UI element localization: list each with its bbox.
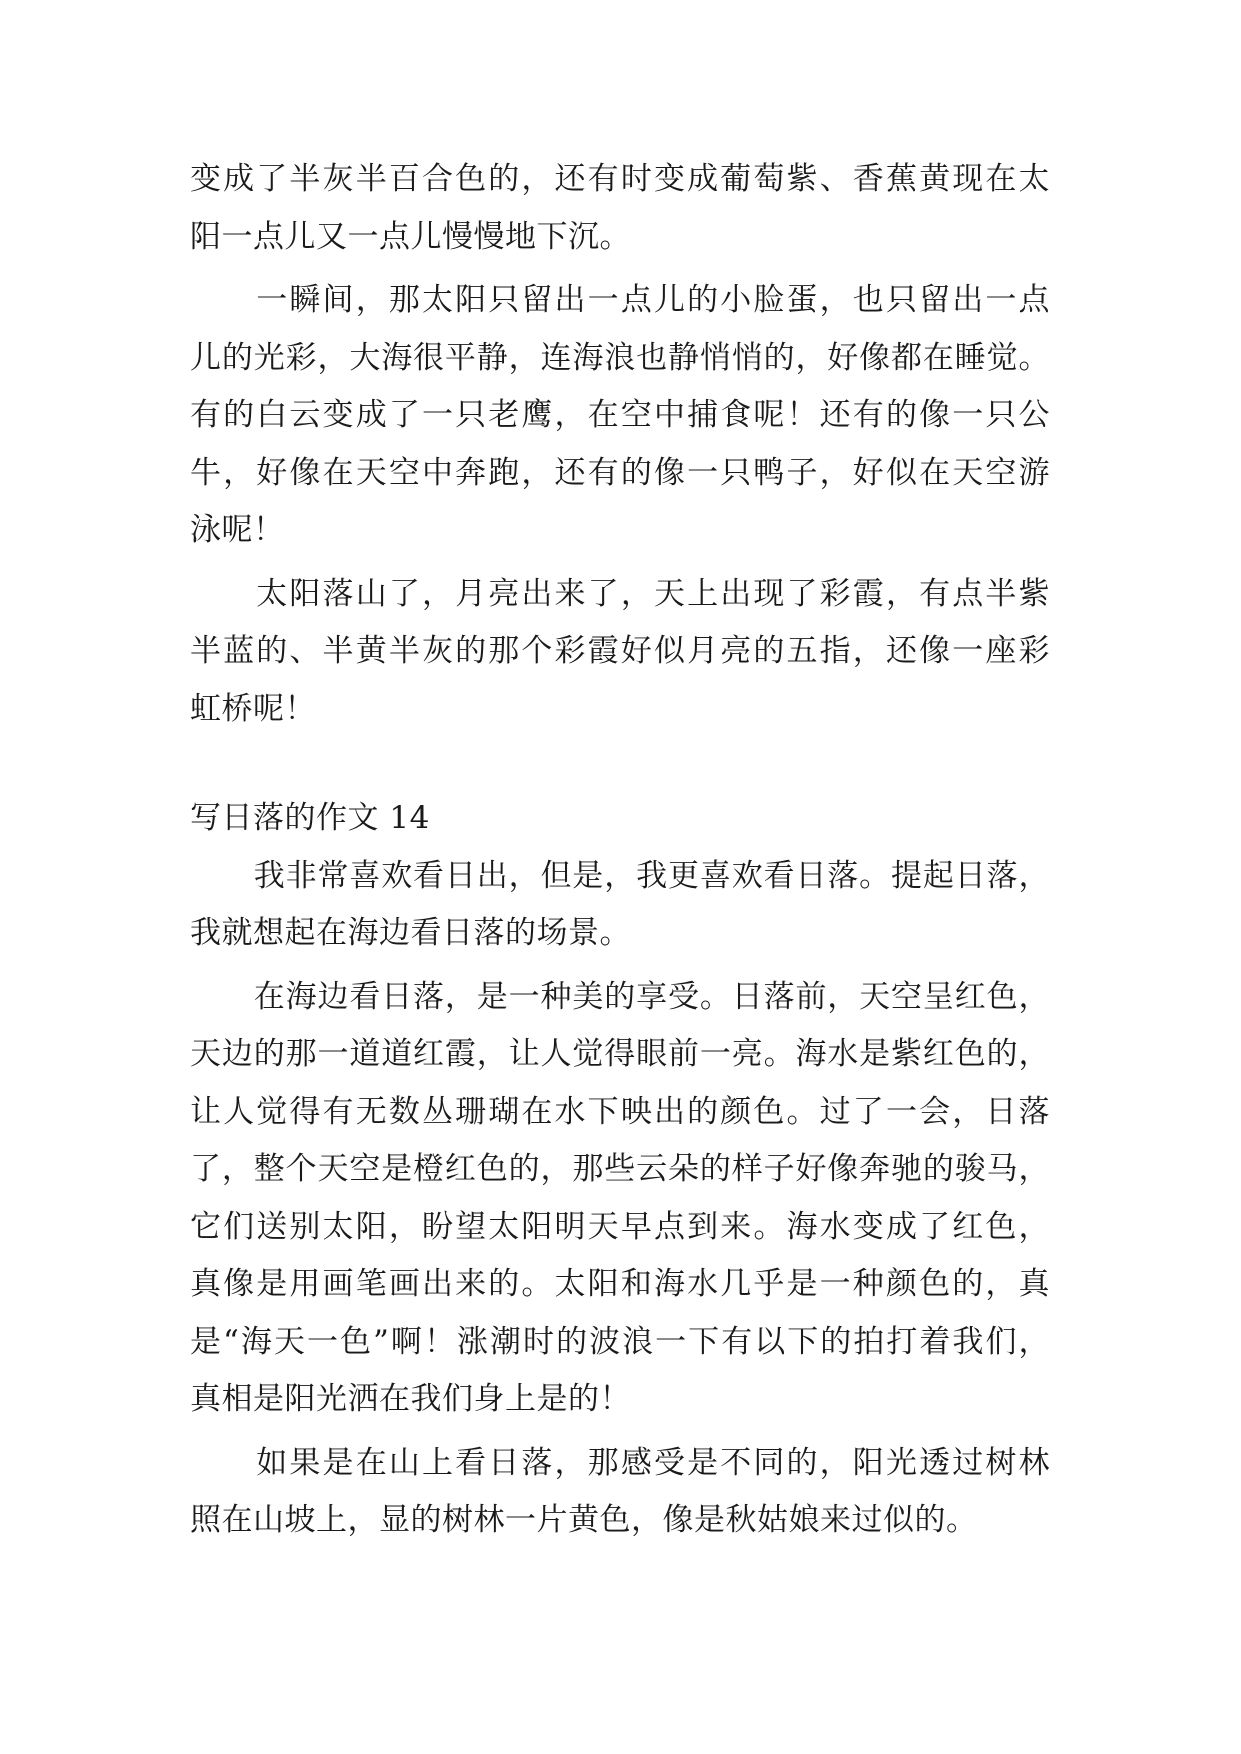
text-line: 让人觉得有无数丛珊瑚在水下映出的颜色。过了一会，日落 <box>190 1093 1050 1130</box>
paragraph <box>190 272 1050 560</box>
text-line: 半蓝的、半黄半灰的那个彩霞好似月亮的五指，还像一座彩 <box>190 633 1050 669</box>
document-body <box>190 151 1050 1550</box>
text-line: 泳呢！ <box>190 512 285 548</box>
text-line: 照在山坡上，显的树林一片黄色，像是秋姑娘来过似的。 <box>190 1502 978 1538</box>
paragraph <box>190 848 1050 963</box>
text-line: 真像是用画笔画出来的。太阳和海水几乎是一种颜色的，真 <box>190 1266 1050 1302</box>
paragraph <box>190 151 1050 266</box>
text-line: 儿的光彩，大海很平静，连海浪也静悄悄的，好像都在睡觉。 <box>190 339 1050 376</box>
text-line: 它们送别太阳，盼望太阳明天早点到来。海水变成了红色， <box>190 1208 1050 1245</box>
text-line: 牛，好像在天空中奔跑，还有的像一只鸭子，好似在天空游 <box>190 454 1050 491</box>
text-line: 一瞬间，那太阳只留出一点儿的小脸蛋，也只留出一点 <box>190 282 1050 318</box>
text-line: 虹桥呢！ <box>190 690 316 727</box>
text-line: 真相是阳光洒在我们身上是的！ <box>190 1381 631 1417</box>
text-line: 如果是在山上看日落，那感受是不同的，阳光透过树林 <box>190 1444 1050 1481</box>
text-line: 在海边看日落，是一种美的享受。日落前，天空呈红色， <box>190 978 1050 1015</box>
text-line: 阳一点儿又一点儿慢慢地下沉。 <box>190 218 631 255</box>
text-line: 有的白云变成了一只老鹰，在空中捕食呢！还有的像一只公 <box>190 397 1050 433</box>
paragraph <box>190 566 1050 739</box>
text-line: 天边的那一道道红霞，让人觉得眼前一亮。海水是紫红色的， <box>190 1036 1050 1072</box>
text-line: 是“海天一色”啊！涨潮时的波浪一下有以下的拍打着我们， <box>190 1323 1050 1360</box>
text-line: 我就想起在海边看日落的场景。 <box>190 915 631 951</box>
paragraph <box>190 969 1050 1429</box>
text-line: 太阳落山了，月亮出来了，天上出现了彩霞，有点半紫 <box>190 575 1050 612</box>
text-line: 变成了半灰半百合色的，还有时变成葡萄紫、香蕉黄现在太 <box>190 161 1050 197</box>
section-title: 写日落的作文 14 <box>190 800 430 836</box>
text-line: 我非常喜欢看日出，但是，我更喜欢看日落。提起日落， <box>190 857 1050 894</box>
text-line: 了，整个天空是橙红色的，那些云朵的样子好像奔驰的骏马， <box>190 1151 1050 1187</box>
paragraph <box>190 1435 1050 1550</box>
